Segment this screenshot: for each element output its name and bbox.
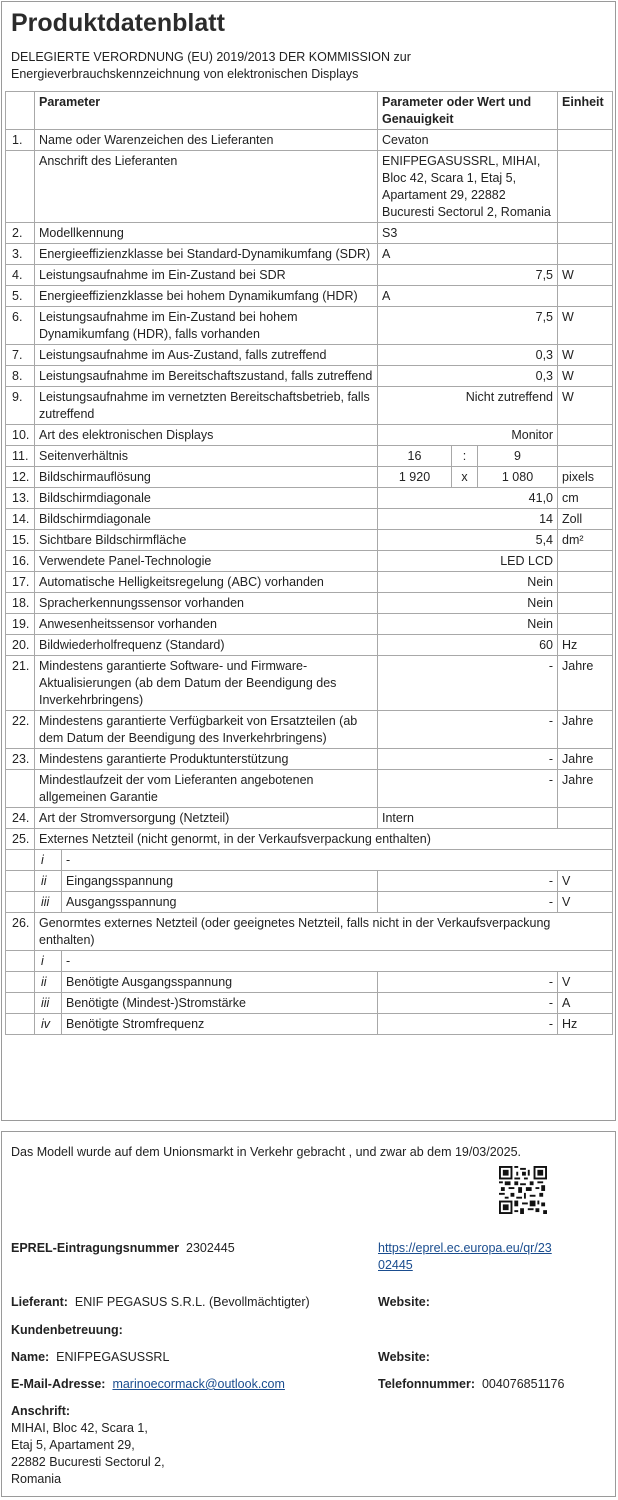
table-row bbox=[6, 366, 613, 387]
row-unit bbox=[558, 130, 613, 151]
eprel-label: EPREL-Eintragungsnummer bbox=[11, 1241, 180, 1255]
row-label: Spracherkennungssensor vorhanden bbox=[35, 593, 378, 614]
table-row bbox=[6, 614, 613, 635]
eprel-number: 2302445 bbox=[186, 1241, 235, 1255]
row-label: Genormtes externes Netzteil (oder geeignetes Netzteil, falls nicht in der Verkaufsverpackung enthalten) bbox=[35, 913, 613, 951]
subrow-value: - bbox=[378, 892, 558, 913]
qr-code-icon[interactable] bbox=[499, 1166, 547, 1214]
subrow-value: - bbox=[378, 972, 558, 993]
row-value: Monitor bbox=[378, 425, 558, 446]
row-number: 5. bbox=[6, 286, 35, 307]
table-subrow bbox=[6, 993, 613, 1014]
table-row bbox=[6, 345, 613, 366]
row-value: Nein bbox=[378, 572, 558, 593]
subrow-index: ii bbox=[35, 871, 62, 892]
table-header-row bbox=[6, 92, 613, 130]
table-row bbox=[6, 770, 613, 808]
row-label: Leistungsaufnahme im Ein-Zustand bei SDR bbox=[35, 265, 378, 286]
subrow-unit: V bbox=[558, 871, 613, 892]
table-row bbox=[6, 808, 613, 829]
table-row bbox=[6, 829, 613, 850]
row-value: - bbox=[378, 770, 558, 808]
row-label: Leistungsaufnahme im Aus-Zustand, falls zutreffend bbox=[35, 345, 378, 366]
resolution-width-value: 1 920 bbox=[378, 467, 452, 488]
table-subrow bbox=[6, 892, 613, 913]
subrow-unit: V bbox=[558, 892, 613, 913]
eprel-link[interactable]: https://eprel.ec.europa.eu/qr/23 02445 bbox=[378, 1241, 552, 1272]
supplier-info-box bbox=[1, 1131, 616, 1497]
row-number: 21. bbox=[6, 656, 35, 711]
table-row bbox=[6, 572, 613, 593]
header-value: Parameter oder Wert und Genauigkeit bbox=[378, 92, 558, 130]
contact-name-line bbox=[11, 1349, 169, 1366]
table-subrow bbox=[6, 951, 613, 972]
row-label: Mindestens garantierte Produktunterstützung bbox=[35, 749, 378, 770]
address-line: MIHAI, Bloc 42, Scara 1, bbox=[11, 1421, 148, 1435]
parameter-table bbox=[5, 91, 613, 1035]
row-label: Leistungsaufnahme im vernetzten Bereitschaftsbetrieb, falls zutreffend bbox=[35, 387, 378, 425]
row-number: 7. bbox=[6, 345, 35, 366]
row-label: Name oder Warenzeichen des Lieferanten bbox=[35, 130, 378, 151]
row-label: Sichtbare Bildschirmfläche bbox=[35, 530, 378, 551]
subrow-value: - bbox=[378, 993, 558, 1014]
table-row bbox=[6, 509, 613, 530]
row-unit: W bbox=[558, 345, 613, 366]
row-number: 9. bbox=[6, 387, 35, 425]
row-value: Intern bbox=[378, 808, 558, 829]
row-number: 4. bbox=[6, 265, 35, 286]
row-number: 14. bbox=[6, 509, 35, 530]
row-value: A bbox=[378, 244, 558, 265]
table-subrow bbox=[6, 972, 613, 993]
aspect-width-value: 16 bbox=[378, 446, 452, 467]
subrow-unit: V bbox=[558, 972, 613, 993]
row-number: 22. bbox=[6, 711, 35, 749]
table-row bbox=[6, 749, 613, 770]
row-value: 14 bbox=[378, 509, 558, 530]
supplier-value: ENIF PEGASUS S.R.L. (Bevollmächtigter) bbox=[74, 1295, 310, 1309]
customer-support-label: Kundenbetreuung: bbox=[11, 1323, 123, 1337]
table-row bbox=[6, 656, 613, 711]
row-number: 2. bbox=[6, 223, 35, 244]
row-unit: Hz bbox=[558, 635, 613, 656]
phone-line bbox=[378, 1376, 564, 1393]
row-unit: Jahre bbox=[558, 770, 613, 808]
table-subrow bbox=[6, 1014, 613, 1035]
subrow-index: iii bbox=[35, 993, 62, 1014]
row-value: 7,5 bbox=[378, 265, 558, 286]
table-row bbox=[6, 425, 613, 446]
supplier-line bbox=[11, 1294, 310, 1311]
resolution-separator: x bbox=[452, 467, 478, 488]
phone-value: 004076851176 bbox=[481, 1377, 565, 1391]
subrow-unit: A bbox=[558, 993, 613, 1014]
row-number: 6. bbox=[6, 307, 35, 345]
row-value: - bbox=[378, 749, 558, 770]
row-number: 1. bbox=[6, 130, 35, 151]
market-placement-text: Das Modell wurde auf dem Unionsmarkt in Verkehr gebracht , und zwar ab dem 19/03/2025. bbox=[11, 1145, 521, 1159]
row-label: Art der Stromversorgung (Netzteil) bbox=[35, 808, 378, 829]
table-row bbox=[6, 223, 613, 244]
table-row bbox=[6, 551, 613, 572]
email-link[interactable]: marinoecormack@outlook.com bbox=[112, 1377, 285, 1391]
subrow-index: iv bbox=[35, 1014, 62, 1035]
row-number: 8. bbox=[6, 366, 35, 387]
header-unit: Einheit bbox=[558, 92, 613, 130]
row-unit: pixels bbox=[558, 467, 613, 488]
aspect-height-value: 9 bbox=[478, 446, 558, 467]
row-value: 60 bbox=[378, 635, 558, 656]
row-value: 5,4 bbox=[378, 530, 558, 551]
name-label: Name: bbox=[11, 1350, 50, 1364]
name-value: ENIFPEGASUSSRL bbox=[56, 1350, 170, 1364]
subrow-label: Ausgangsspannung bbox=[62, 892, 378, 913]
support-website-label: Website: bbox=[378, 1350, 430, 1364]
row-label: Anschrift des Lieferanten bbox=[35, 151, 378, 223]
row-label: Bildwiederholfrequenz (Standard) bbox=[35, 635, 378, 656]
row-value: Cevaton bbox=[378, 130, 558, 151]
table-row bbox=[6, 711, 613, 749]
row-unit bbox=[558, 151, 613, 223]
subrow-label: Eingangsspannung bbox=[62, 871, 378, 892]
phone-label: Telefonnummer: bbox=[378, 1377, 475, 1391]
row-number: 11. bbox=[6, 446, 35, 467]
row-number: 24. bbox=[6, 808, 35, 829]
row-number: 13. bbox=[6, 488, 35, 509]
subrow-unit: Hz bbox=[558, 1014, 613, 1035]
row-label: Verwendete Panel-Technologie bbox=[35, 551, 378, 572]
row-number: 10. bbox=[6, 425, 35, 446]
row-unit: W bbox=[558, 265, 613, 286]
subrow-value: - bbox=[378, 1014, 558, 1035]
row-value: 41,0 bbox=[378, 488, 558, 509]
page-title: Produktdatenblatt bbox=[11, 9, 225, 37]
row-label: Seitenverhältnis bbox=[35, 446, 378, 467]
row-label: Anwesenheitssensor vorhanden bbox=[35, 614, 378, 635]
row-number: 12. bbox=[6, 467, 35, 488]
row-label: Leistungsaufnahme im Bereitschaftszustand, falls zutreffend bbox=[35, 366, 378, 387]
row-unit: W bbox=[558, 366, 613, 387]
row-label: Automatische Helligkeitsregelung (ABC) vorhanden bbox=[35, 572, 378, 593]
row-number: 18. bbox=[6, 593, 35, 614]
row-value: 0,3 bbox=[378, 366, 558, 387]
row-value: LED LCD bbox=[378, 551, 558, 572]
row-label: Mindestens garantierte Verfügbarkeit von Ersatzteilen (ab dem Datum der Beendigung des Inverkehrbringens) bbox=[35, 711, 378, 749]
address-line: Romania bbox=[11, 1472, 62, 1486]
subrow-index: iii bbox=[35, 892, 62, 913]
subrow-index: i bbox=[35, 951, 62, 972]
email-label: E-Mail-Adresse: bbox=[11, 1377, 106, 1391]
row-label: Mindestlaufzeit der vom Lieferanten angebotenen allgemeinen Garantie bbox=[35, 770, 378, 808]
aspect-separator: : bbox=[452, 446, 478, 467]
row-label: Leistungsaufnahme im Ein-Zustand bei hohem Dynamikumfang (HDR), falls vorhanden bbox=[35, 307, 378, 345]
table-row bbox=[6, 265, 613, 286]
row-label: Bildschirmauflösung bbox=[35, 467, 378, 488]
row-number: 16. bbox=[6, 551, 35, 572]
subrow-label: - bbox=[62, 951, 613, 972]
row-label: Energieeffizienzklasse bei Standard-Dynamikumfang (SDR) bbox=[35, 244, 378, 265]
table-row bbox=[6, 244, 613, 265]
subrow-label: Benötigte Ausgangsspannung bbox=[62, 972, 378, 993]
row-value: A bbox=[378, 286, 558, 307]
table-row bbox=[6, 467, 613, 488]
table-subrow bbox=[6, 871, 613, 892]
row-value: Nein bbox=[378, 614, 558, 635]
row-label: Mindestens garantierte Software- und Firmware-Aktualisierungen (ab dem Datum der Beendigung des Inverkehrbringens) bbox=[35, 656, 378, 711]
address-label: Anschrift: bbox=[11, 1404, 71, 1418]
table-subrow bbox=[6, 850, 613, 871]
row-number: 20. bbox=[6, 635, 35, 656]
supplier-label: Lieferant: bbox=[11, 1295, 68, 1309]
subrow-label: - bbox=[62, 850, 613, 871]
header-parameter: Parameter bbox=[35, 92, 378, 130]
row-unit: Jahre bbox=[558, 656, 613, 711]
table-row bbox=[6, 593, 613, 614]
row-unit: dm² bbox=[558, 530, 613, 551]
row-number: 17. bbox=[6, 572, 35, 593]
subrow-value: - bbox=[378, 871, 558, 892]
row-value: - bbox=[378, 711, 558, 749]
row-number: 25. bbox=[6, 829, 35, 850]
table-row bbox=[6, 635, 613, 656]
row-label: Bildschirmdiagonale bbox=[35, 488, 378, 509]
row-number: 3. bbox=[6, 244, 35, 265]
row-label: Bildschirmdiagonale bbox=[35, 509, 378, 530]
row-label: Externes Netzteil (nicht genormt, in der Verkaufsverpackung enthalten) bbox=[35, 829, 613, 850]
row-number: 15. bbox=[6, 530, 35, 551]
row-label: Modellkennung bbox=[35, 223, 378, 244]
row-unit: cm bbox=[558, 488, 613, 509]
row-unit: W bbox=[558, 307, 613, 345]
table-row bbox=[6, 488, 613, 509]
row-value: 7,5 bbox=[378, 307, 558, 345]
table-row bbox=[6, 913, 613, 951]
table-row bbox=[6, 130, 613, 151]
subrow-index: i bbox=[35, 850, 62, 871]
table-row bbox=[6, 307, 613, 345]
supplier-address-value: ENIFPEGASUSSRL, MIHAI, Bloc 42, Scara 1, Etaj 5, Apartament 29, 22882 Bucuresti Sectorul 2, Romania bbox=[378, 151, 558, 223]
address-line: Etaj 5, Apartament 29, bbox=[11, 1438, 135, 1452]
row-number: 23. bbox=[6, 749, 35, 770]
row-unit: W bbox=[558, 387, 613, 425]
row-value: 0,3 bbox=[378, 345, 558, 366]
row-label: Energieeffizienzklasse bei hohem Dynamikumfang (HDR) bbox=[35, 286, 378, 307]
row-value: - bbox=[378, 656, 558, 711]
row-number: 26. bbox=[6, 913, 35, 951]
row-number: 19. bbox=[6, 614, 35, 635]
row-unit: Zoll bbox=[558, 509, 613, 530]
table-row bbox=[6, 387, 613, 425]
regulation-subtitle: DELEGIERTE VERORDNUNG (EU) 2019/2013 DER KOMMISSION zur Energieverbrauchskennzeichnung von elektronischen Displays bbox=[11, 50, 411, 81]
eprel-registration bbox=[11, 1240, 235, 1257]
table-row bbox=[6, 530, 613, 551]
row-value: S3 bbox=[378, 223, 558, 244]
resolution-height-value: 1 080 bbox=[478, 467, 558, 488]
email-line bbox=[11, 1376, 285, 1393]
subrow-label: Benötigte Stromfrequenz bbox=[62, 1014, 378, 1035]
table-row bbox=[6, 446, 613, 467]
table-row bbox=[6, 151, 613, 223]
row-unit: Jahre bbox=[558, 711, 613, 749]
subrow-index: ii bbox=[35, 972, 62, 993]
product-data-sheet bbox=[1, 1, 616, 1121]
row-unit: Jahre bbox=[558, 749, 613, 770]
subrow-label: Benötigte (Mindest-)Stromstärke bbox=[62, 993, 378, 1014]
table-row bbox=[6, 286, 613, 307]
row-value: Nein bbox=[378, 593, 558, 614]
row-label: Art des elektronischen Displays bbox=[35, 425, 378, 446]
address-line: 22882 Bucuresti Sectorul 2, bbox=[11, 1455, 165, 1469]
address-block bbox=[11, 1420, 165, 1488]
website-label: Website: bbox=[378, 1295, 430, 1309]
row-value: Nicht zutreffend bbox=[378, 387, 558, 425]
